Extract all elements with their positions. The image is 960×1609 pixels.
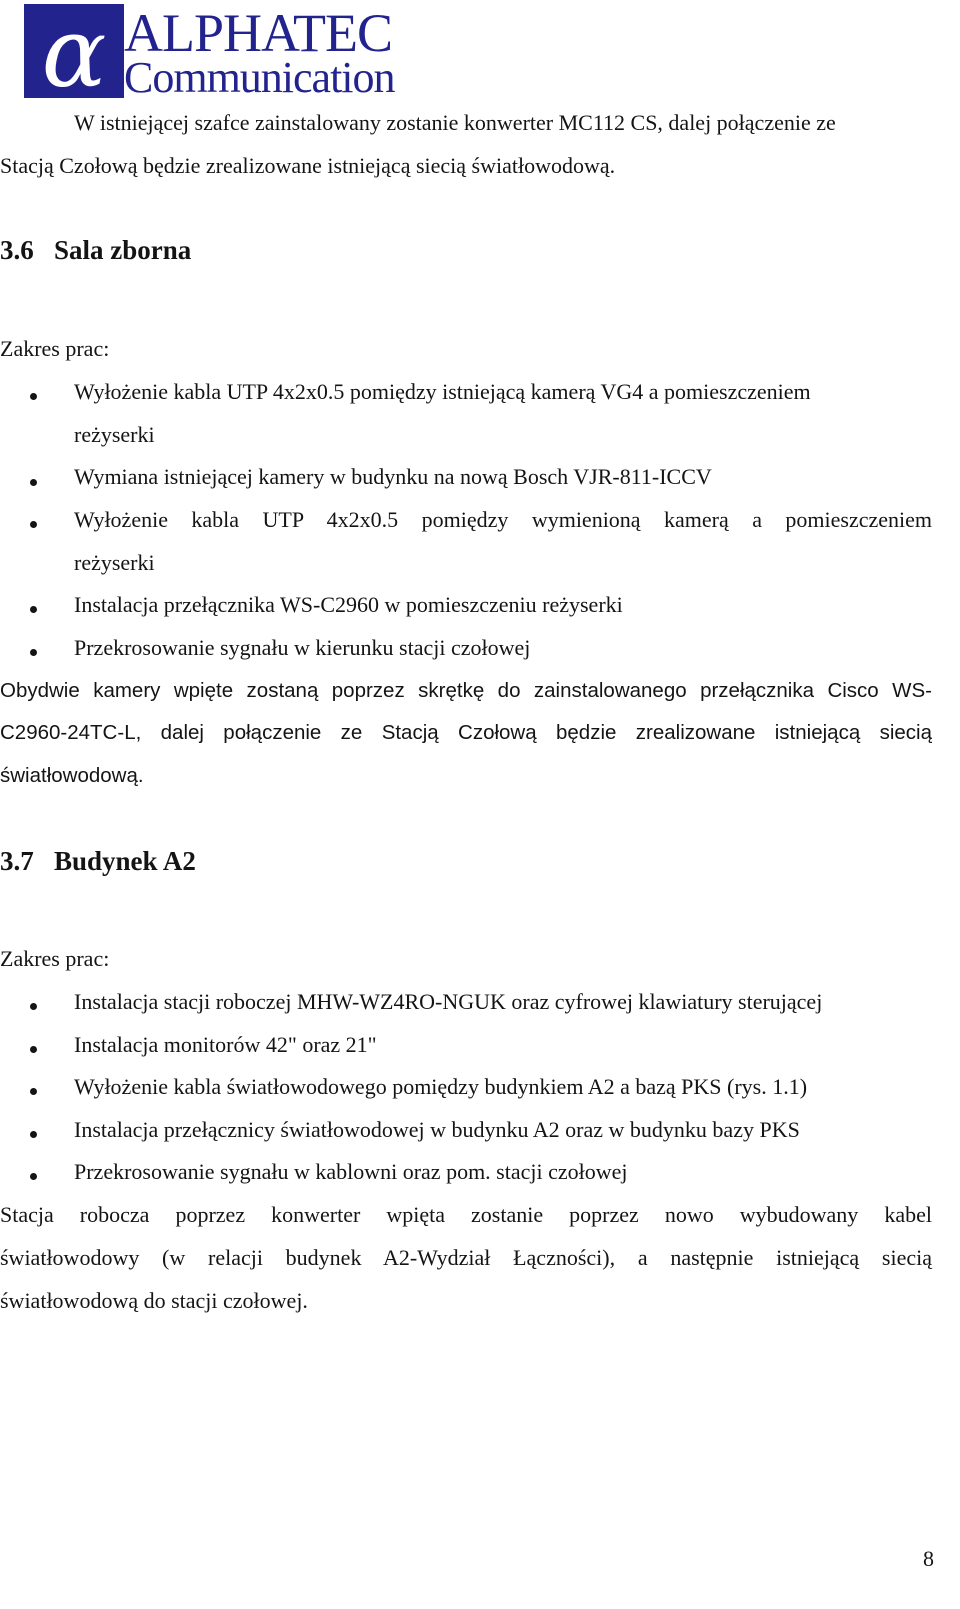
list-item: Przekrosowanie sygnału w kierunku stacji czołowej: [74, 635, 531, 660]
list-item: Przekrosowanie sygnału w kablowni oraz pom. stacji czołowej: [74, 1159, 628, 1184]
paragraph-line: światłowodową.: [0, 764, 144, 787]
bullet-icon: [30, 1131, 37, 1138]
section-number: 3.6: [0, 235, 34, 265]
list-item-continuation: reżyserki: [74, 550, 155, 575]
bullet-icon: [30, 1088, 37, 1095]
list-item: Wyłożenie kabla światłowodowego pomiędzy budynkiem A2 a bazą PKS (rys. 1.1): [74, 1074, 808, 1099]
section-title: Budynek A2: [54, 846, 196, 876]
paragraph-line: Stacja robocza poprzez konwerter wpięta zostanie poprzez nowo wybudowany kabel: [0, 1202, 932, 1227]
bullet-icon: [30, 393, 37, 400]
alpha-logo-icon: [24, 4, 124, 98]
scope-label: Zakres prac:: [0, 336, 110, 361]
bullet-icon: [30, 479, 37, 486]
section-title: Sala zborna: [54, 235, 192, 265]
list-item: Wyłożenie kabla UTP 4x2x0.5 pomiędzy istniejącą kamerą VG4 a pomieszczeniem: [74, 379, 811, 404]
company-logo: [24, 3, 444, 102]
section-heading-3-7: [0, 845, 196, 877]
bullet-icon: [30, 1003, 37, 1010]
list-item: Instalacja stacji roboczej MHW-WZ4RO-NGUK oraz cyfrowej klawiatury sterującej: [74, 989, 823, 1014]
svg-text:α: α: [41, 4, 107, 98]
list-item: Wyłożenie kabla UTP 4x2x0.5 pomiędzy wymienioną kamerą a pomieszczeniem: [74, 507, 932, 532]
bullet-icon: [30, 521, 37, 528]
list-item: Instalacja monitorów 42" oraz 21": [74, 1032, 377, 1057]
paragraph-line: światłowodową do stacji czołowej.: [0, 1288, 308, 1313]
bullet-icon: [30, 606, 37, 613]
list-item-continuation: reżyserki: [74, 422, 155, 447]
bullet-icon: [30, 1173, 37, 1180]
page-number: 8: [923, 1546, 934, 1571]
logo-text-alphatec: ALPHATEC: [124, 3, 393, 63]
paragraph-line: światłowodowy (w relacji budynek A2-Wydział Łączności), a następnie istniejącą siecią: [0, 1245, 932, 1270]
list-item: Wymiana istniejącej kamery w budynku na nową Bosch VJR-811-ICCV: [74, 464, 712, 489]
bullet-icon: [30, 1046, 37, 1053]
paragraph-line: C2960-24TC-L, dalej połączenie ze Stacją Czołową będzie zrealizowane istniejącą siecią: [0, 721, 932, 744]
paragraph-line: Obydwie kamery wpięte zostaną poprzez skrętkę do zainstalowanego przełącznika Cisco WS-: [0, 679, 932, 702]
section-heading-3-6: [0, 234, 191, 266]
intro-line-1: W istniejącej szafce zainstalowany zostanie konwerter MC112 CS, dalej połączenie ze: [74, 110, 836, 135]
intro-line-2: Stacją Czołową będzie zrealizowane istniejącą siecią światłowodową.: [0, 153, 616, 178]
section-number: 3.7: [0, 846, 34, 876]
bullet-icon: [30, 649, 37, 656]
list-item: Instalacja przełącznicy światłowodowej w budynku A2 oraz w budynku bazy PKS: [74, 1117, 800, 1142]
scope-label: Zakres prac:: [0, 946, 110, 971]
list-item: Instalacja przełącznika WS-C2960 w pomieszczeniu reżyserki: [74, 592, 623, 617]
logo-text-communication: Communication: [124, 53, 395, 102]
